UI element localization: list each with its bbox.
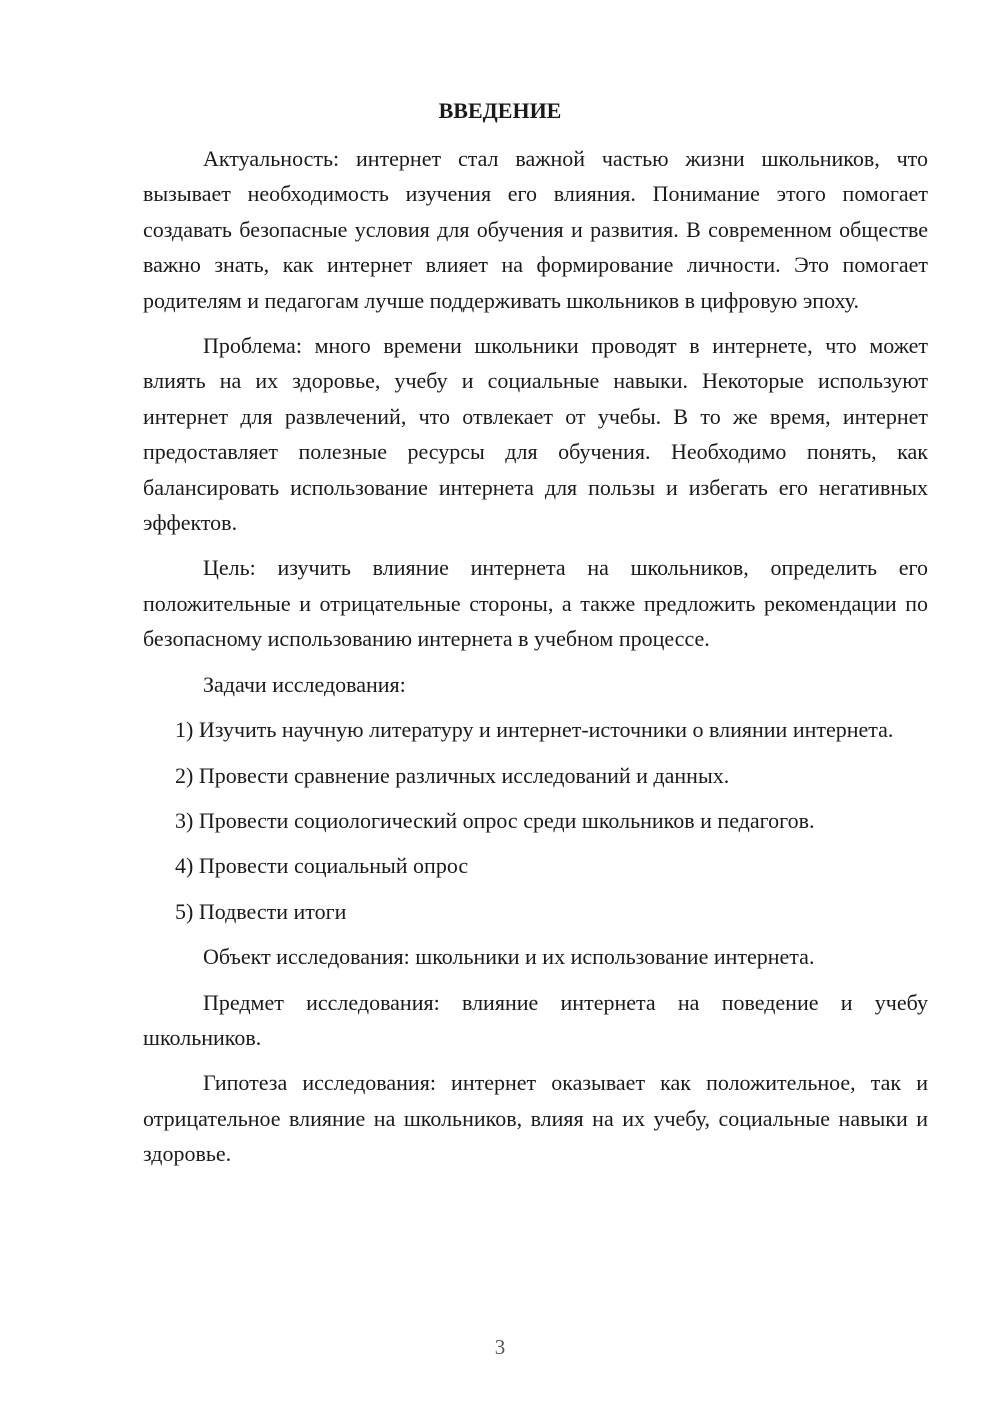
list-item: 4) Провести социальный опрос	[175, 853, 469, 879]
subject-paragraph: Предмет исследования: влияние интернета на поведение и учебу школьников.	[143, 989, 928, 1050]
list-item: 3) Провести социологический опрос среди школьников и педагогов.	[175, 807, 815, 833]
list-item: 5) Подвести итоги	[175, 898, 347, 924]
list-item: 1) Изучить научную литературу и интернет-источники о влиянии интернета.	[175, 717, 894, 743]
hypothesis-paragraph: Гипотеза исследования: интернет оказывает как положительное, так и отрицательное влияние на школьников, влияя на их учебу, социальные навыки и здоровье.	[143, 1070, 928, 1167]
tasks-title: Задачи исследования:	[203, 671, 406, 697]
list-item: 2) Провести сравнение различных исследований и данных.	[175, 762, 730, 788]
object-paragraph: Объект исследования: школьники и их использование интернета.	[203, 944, 815, 970]
page-number: 3	[494, 1335, 506, 1359]
goal-paragraph: Цель: изучить влияние интернета на школьников, определить его положительные и отрицательные стороны, а также предложить рекомендации по безопасному использованию интернета в учебном процессе.	[143, 555, 928, 652]
relevance-paragraph: Актуальность: интернет стал важной частью жизни школьников, что вызывает необходимость изучения его влияния. Понимание этого помогает создавать безопасные условия для обучения и развития. В современном обществе важно знать, как интернет влияет на формирование личности. Это помогает родителям и педагогам лучше поддерживать школьников в цифровую эпоху.	[143, 146, 928, 313]
tasks-list	[143, 712, 928, 929]
page-title: ВВЕДЕНИЕ	[438, 98, 562, 123]
problem-paragraph: Проблема: много времени школьники проводят в интернете, что может влиять на их здоровье, учебу и социальные навыки. Некоторые используют интернет для развлечений, что отвлекает от учебы. В то же время, интернет предоставляет полезные ресурсы для обучения. Необходимо понять, как балансировать использование интернета для пользы и избегать его негативных эффектов.	[143, 333, 928, 536]
document-body	[143, 141, 928, 1172]
